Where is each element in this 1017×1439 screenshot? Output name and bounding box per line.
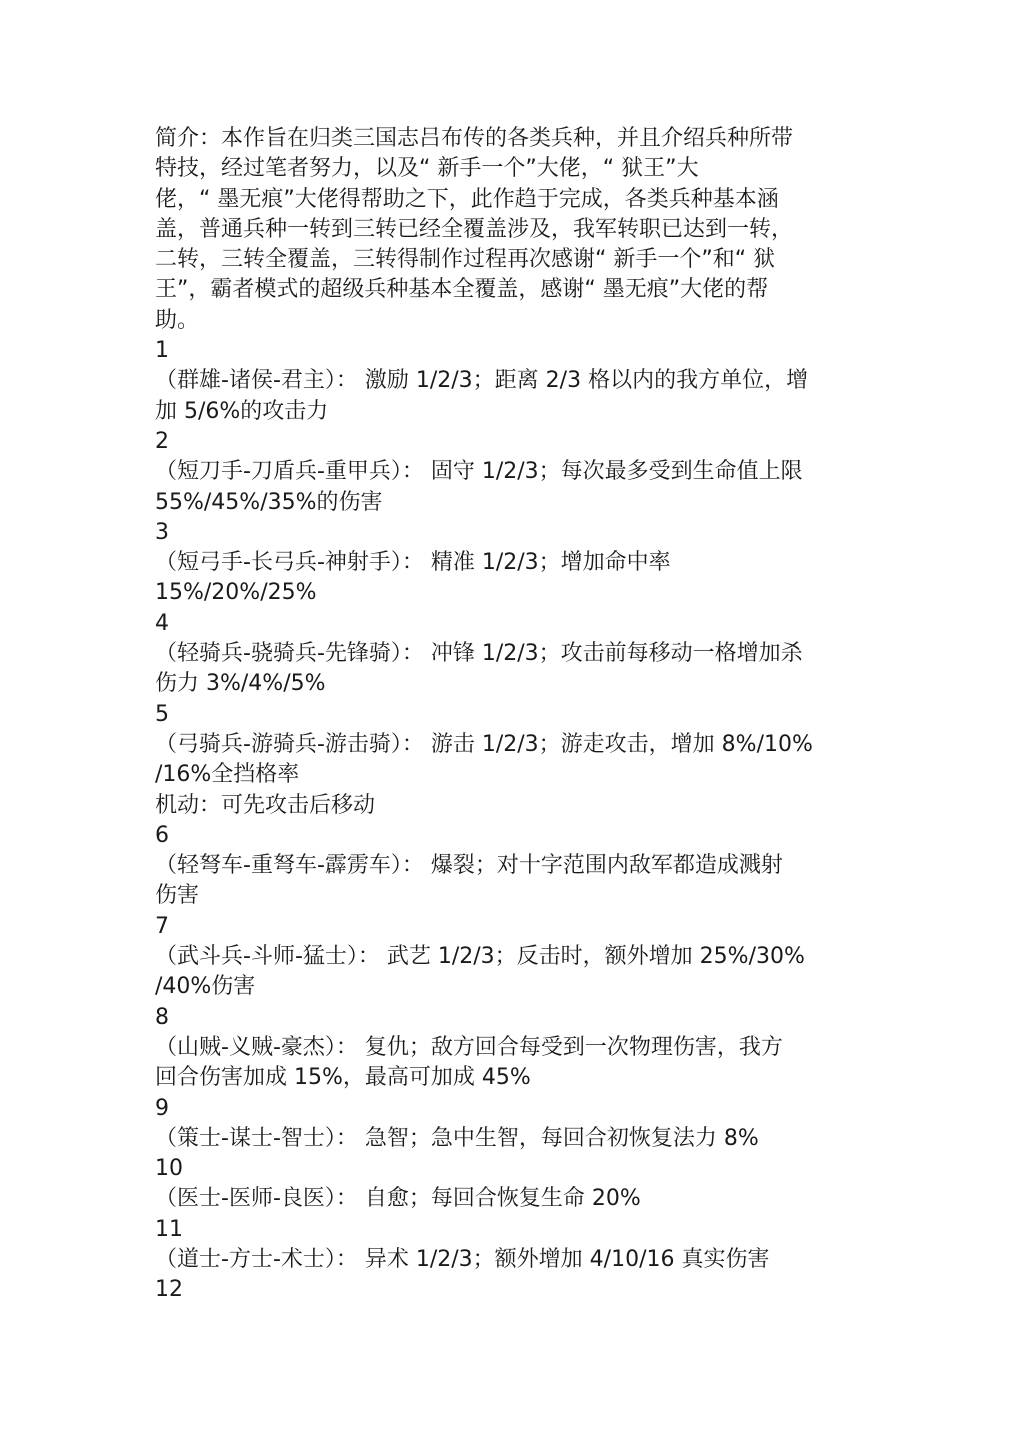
entry-number: 5 xyxy=(155,701,169,727)
entry-text-line: （群雄-诸侯-君主）： 激励 1/2/3；距离 2/3 格以内的我方单位，增 xyxy=(155,368,809,394)
entry-5 xyxy=(155,700,855,821)
entry-text-line: 加 5/6%的攻击力 xyxy=(155,398,329,424)
entry-10 xyxy=(155,1154,855,1215)
entry-text-line: 55%/45%/35%的伤害 xyxy=(155,489,383,515)
entry-6 xyxy=(155,821,855,912)
intro-line: 助。 xyxy=(155,307,200,333)
entry-text-line: （短刀手-刀盾兵-重甲兵）： 固守 1/2/3；每次最多受到生命值上限 xyxy=(155,459,803,485)
entry-number: 8 xyxy=(155,1004,169,1030)
entry-text-line: 机动：可先攻击后移动 xyxy=(155,792,376,818)
entry-number: 12 xyxy=(155,1277,183,1303)
entry-text-line: （山贼-义贼-豪杰）： 复仇；敌方回合每受到一次物理伤害，我方 xyxy=(155,1034,783,1060)
entry-text-line: 15%/20%/25% xyxy=(155,580,317,606)
entry-text-line: （道士-方士-术士）： 异术 1/2/3；额外增加 4/10/16 真实伤害 xyxy=(155,1246,770,1272)
intro-line: 简介：本作旨在归类三国志吕布传的各类兵种，并且介绍兵种所带 xyxy=(155,126,794,151)
document-page xyxy=(155,124,855,1306)
intro-line: 二转，三转全覆盖，三转得制作过程再次感谢“ 新手一个”和“ 狱 xyxy=(155,247,776,273)
entry-number: 4 xyxy=(155,610,169,636)
entry-7 xyxy=(155,912,855,1003)
intro-line: 盖，普通兵种一转到三转已经全覆盖涉及，我军转职已达到一转， xyxy=(155,216,794,242)
entry-3 xyxy=(155,518,855,609)
entry-12 xyxy=(155,1275,855,1305)
entry-number: 3 xyxy=(155,519,169,545)
entry-number: 11 xyxy=(155,1216,183,1242)
entry-1 xyxy=(155,336,855,427)
entry-11 xyxy=(155,1215,855,1276)
entry-4 xyxy=(155,609,855,700)
entry-number: 6 xyxy=(155,822,169,848)
entry-2 xyxy=(155,427,855,518)
entry-text-line: 回合伤害加成 15%，最高可加成 45% xyxy=(155,1065,531,1091)
entry-number: 2 xyxy=(155,428,169,454)
entry-text-line: （弓骑兵-游骑兵-游击骑）： 游击 1/2/3；游走攻击，增加 8%/10% xyxy=(155,731,813,757)
entry-text-line: （轻弩车-重弩车-霹雳车）： 爆裂；对十字范围内敌军都造成溅射 xyxy=(155,853,783,879)
entry-text-line: 伤力 3%/4%/5% xyxy=(155,671,326,697)
entry-number: 7 xyxy=(155,913,169,939)
entry-text-line: （策士-谋士-智士）： 急智；急中生智，每回合初恢复法力 8% xyxy=(155,1125,759,1151)
entry-text-line: （轻骑兵-骁骑兵-先锋骑）： 冲锋 1/2/3；攻击前每移动一格增加杀 xyxy=(155,641,803,667)
entry-8 xyxy=(155,1003,855,1094)
entry-9 xyxy=(155,1094,855,1155)
entry-number: 1 xyxy=(155,338,169,364)
intro-line: 王”，霸者模式的超级兵种基本全覆盖，感谢“ 墨无痕”大佬的帮 xyxy=(155,277,769,303)
intro-line: 佬，“ 墨无痕”大佬得帮助之下，此作趋于完成，各类兵种基本涵 xyxy=(155,186,779,212)
entry-text-line: （医士-医师-良医）： 自愈；每回合恢复生命 20% xyxy=(155,1186,641,1212)
intro-line: 特技，经过笔者努力，以及“ 新手一个”大佬，“ 狱王”大 xyxy=(155,156,699,182)
intro-paragraph xyxy=(155,124,855,336)
entry-number: 10 xyxy=(155,1156,183,1182)
entry-text-line: 伤害 xyxy=(155,883,200,909)
entry-text-line: /40%伤害 xyxy=(155,974,256,1000)
entry-list xyxy=(155,336,855,1306)
entry-text-line: /16%全挡格率 xyxy=(155,762,300,788)
entry-text-line: （短弓手-长弓兵-神射手）： 精准 1/2/3；增加命中率 xyxy=(155,550,671,576)
entry-number: 9 xyxy=(155,1095,169,1121)
entry-text-line: （武斗兵-斗师-猛士）： 武艺 1/2/3；反击时，额外增加 25%/30% xyxy=(155,944,805,970)
